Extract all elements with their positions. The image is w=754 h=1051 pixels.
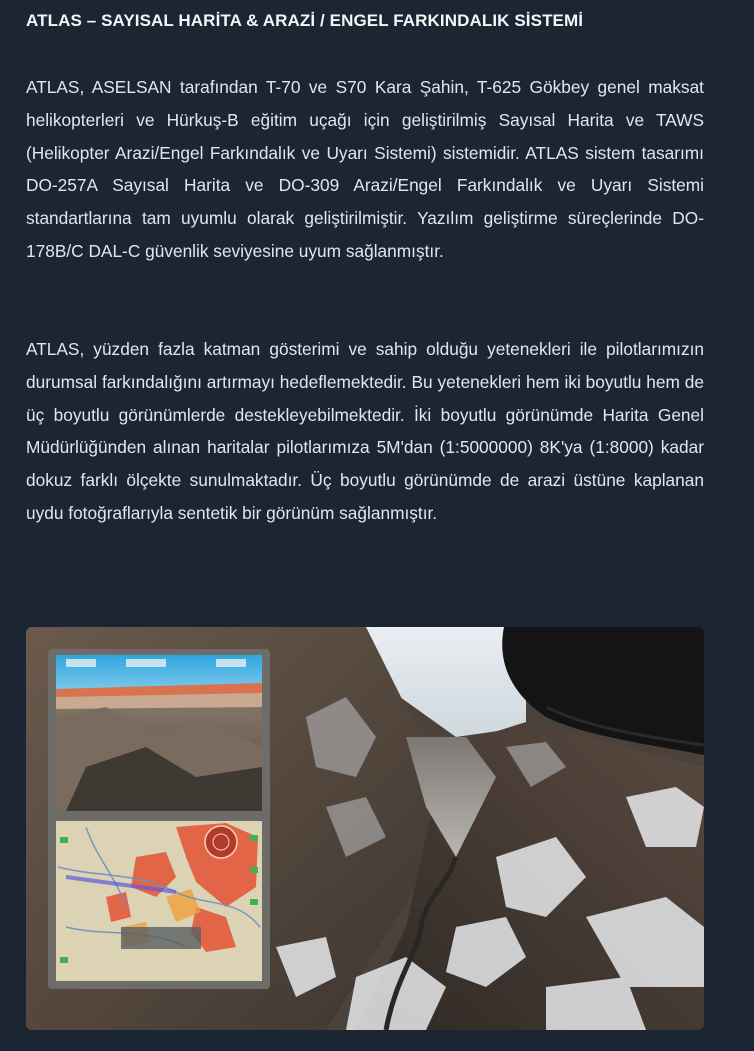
paragraph-capabilities: ATLAS, yüzden fazla katman gösterimi ve sahip olduğu yetenekleri ile pilotlarımızın durumsal farkındalığını artırmayı hedeflemektedir. Bu yetenekleri hem iki boyutlu hem de üç boyutlu görünümlerde destekleyebilmektedir. İki boyutlu görünümde Harita Genel Müdürlüğünden alınan haritalar pilotlarımıza 5M'dan (1:5000000) 8K'ya (1:8000) kadar dokuz farklı ölçekte sunulmaktadır. Üç boyutlu görünümde de arazi üstüne kaplanan uydu fotoğraflarıyla sentetik bir görünüm sağlanmıştır.: [26, 339, 704, 523]
paragraph-intro: ATLAS, ASELSAN tarafından T-70 ve S70 Kara Şahin, T-625 Gökbey genel maksat helikopterleri ve Hürkuş-B eğitim uçağı için geliştirilmiş Sayısal Harita ve TAWS (Helikopter Arazi/Engel Farkındalık ve Uyarı Sistemi) sistemidir. ATLAS sistem tasarımı DO-257A Sayısal Harita ve DO-309 Arazi/Engel Farkındalık ve Uyarı Sistemi standartlarına tam uyumlu olarak geliştirilmiştir. Yazılım geliştirme süreçlerinde DO-178B/C DAL-C güvenlik seviyesine uyum sağlanmıştır.: [26, 77, 704, 261]
cockpit-photo-illustration: [26, 627, 704, 1030]
article-title: ATLAS – SAYISAL HARİTA & ARAZİ / ENGEL FARKINDALIK SİSTEMİ: [26, 11, 584, 30]
cockpit-photo: [26, 627, 704, 1030]
